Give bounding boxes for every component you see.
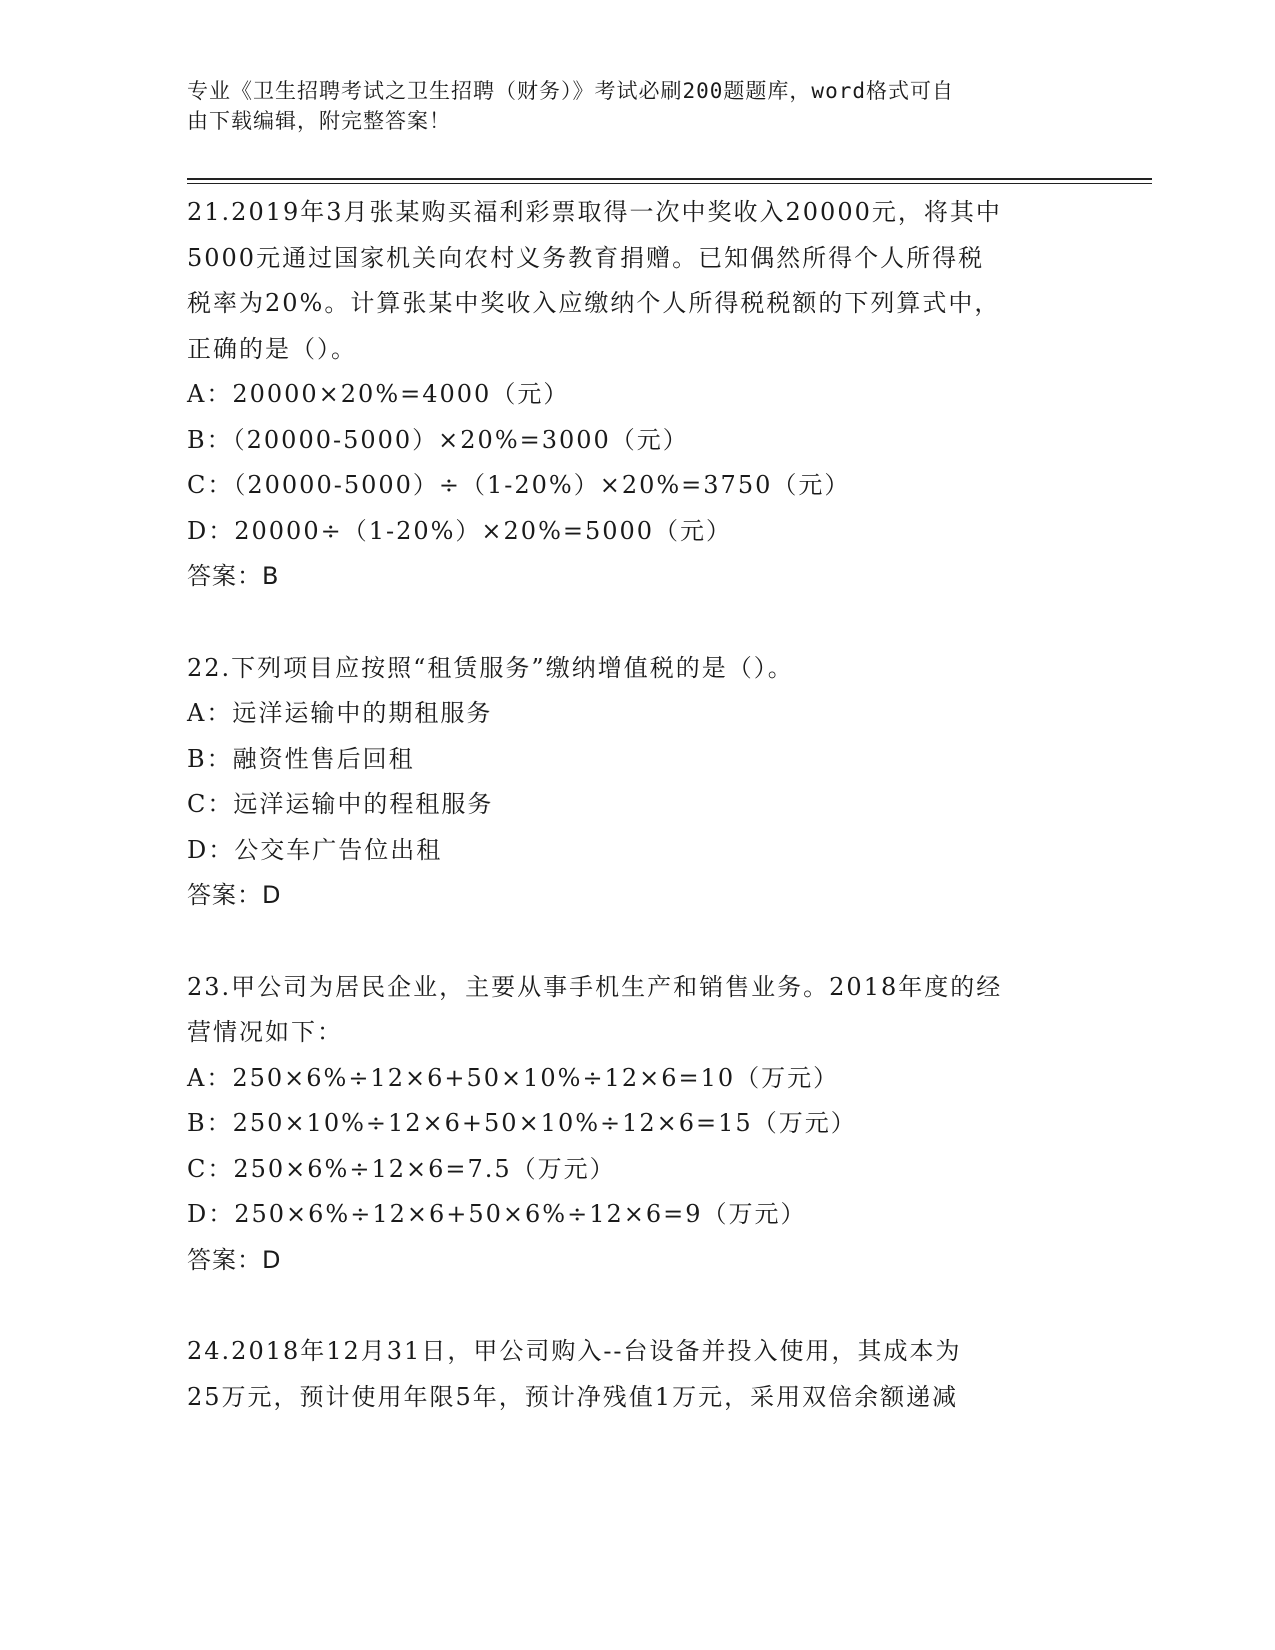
header-line-2: 由下载编辑，附完整答案！ bbox=[187, 109, 451, 133]
option-c: C：远洋运输中的程租服务 bbox=[187, 790, 494, 818]
question-21 bbox=[187, 190, 1087, 600]
option-d: D：250×6%÷12×6+50×6%÷12×6=9（万元） bbox=[187, 1200, 807, 1228]
question-stem-line: 正确的是（）。 bbox=[187, 334, 357, 363]
question-list bbox=[187, 190, 1087, 1466]
option-a: A：远洋运输中的期租服务 bbox=[187, 699, 493, 727]
question-stem-line: 25万元，预计使用年限5年，预计净残值1万元，采用双倍余额递减 bbox=[187, 1382, 959, 1411]
header-line-1: 专业《卫生招聘考试之卫生招聘（财务）》考试必刷200题题库，word格式可自 bbox=[187, 79, 954, 103]
option-a: A：20000×20%=4000（元） bbox=[187, 380, 570, 408]
question-stem-line: 税率为20%。计算张某中奖收入应缴纳个人所得税税额的下列算式中， bbox=[187, 289, 1001, 317]
answer-line: 答案：D bbox=[187, 1245, 282, 1274]
question-stem-line: 22.下列项目应按照“租赁服务”缴纳增值税的是（）。 bbox=[187, 653, 794, 682]
option-c: C：（20000-5000）÷（1-20%）×20%=3750（元） bbox=[187, 471, 851, 499]
option-b: B：融资性售后回租 bbox=[187, 744, 415, 773]
option-d: D：公交车广告位出租 bbox=[187, 835, 443, 864]
header-rule-thick bbox=[187, 178, 1152, 180]
option-a: A：250×6%÷12×6+50×10%÷12×6=10（万元） bbox=[187, 1063, 840, 1092]
question-stem-line: 营情况如下： bbox=[187, 1018, 343, 1046]
question-stem-line: 24.2018年12月31日，甲公司购入--台设备并投入使用，其成本为 bbox=[187, 1337, 962, 1365]
option-b: B：250×10%÷12×6+50×10%÷12×6=15（万元） bbox=[187, 1109, 857, 1137]
question-stem-line: 5000元通过国家机关向农村义务教育捐赠。已知偶然所得个人所得税 bbox=[187, 243, 985, 272]
question-23 bbox=[187, 965, 1087, 1284]
answer-line: 答案：D bbox=[187, 881, 282, 909]
question-stem-line: 23.甲公司为居民企业，主要从事手机生产和销售业务。2018年度的经 bbox=[187, 972, 1003, 1001]
question-stem-line: 21.2019年3月张某购买福利彩票取得一次中奖收入20000元，将其中 bbox=[187, 198, 1002, 226]
document-header bbox=[187, 76, 1067, 136]
option-c: C：250×6%÷12×6=7.5（万元） bbox=[187, 1154, 616, 1183]
answer-line: 答案：B bbox=[187, 562, 280, 590]
question-22 bbox=[187, 646, 1087, 919]
option-d: D：20000÷（1-20%）×20%=5000（元） bbox=[187, 516, 733, 545]
option-b: B：（20000-5000）×20%=3000（元） bbox=[187, 425, 689, 454]
header-rule-thin bbox=[187, 183, 1152, 184]
question-24 bbox=[187, 1329, 1087, 1420]
